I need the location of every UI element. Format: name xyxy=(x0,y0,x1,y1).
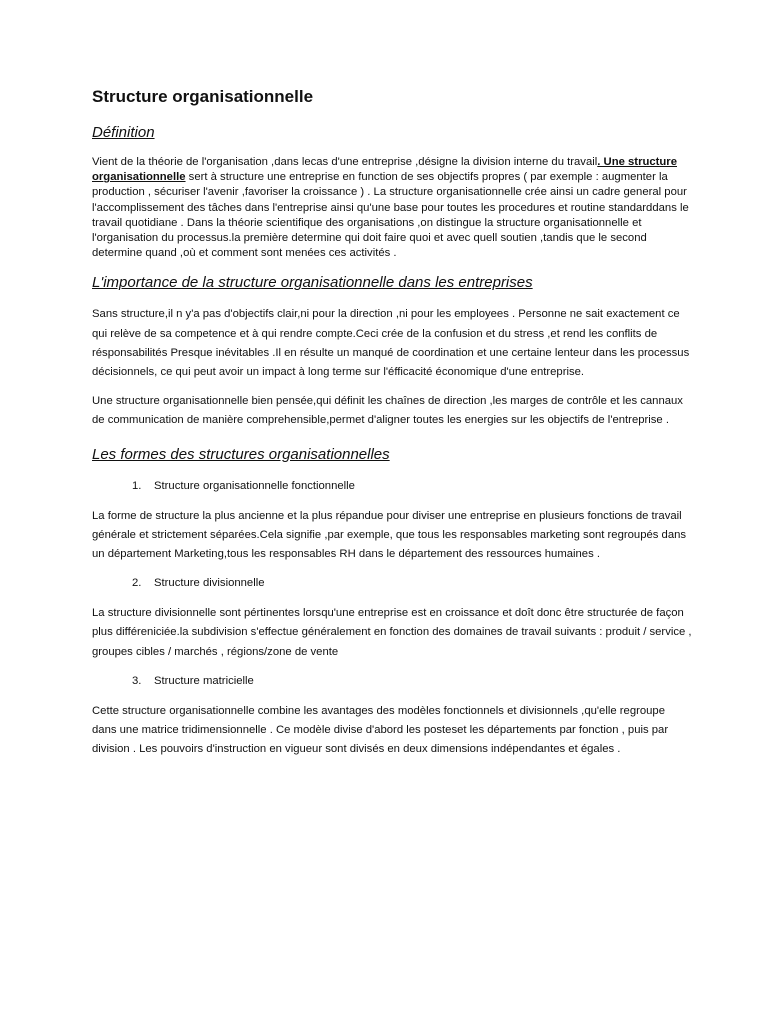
list-item-title: Structure divisionnelle xyxy=(154,577,265,590)
list-item-title: Structure organisationnelle fonctionnelle xyxy=(154,479,355,492)
document-page xyxy=(92,86,692,769)
definition-text-start: Vient de la théorie de l'organisation ,dans lecas d'une entreprise ,désigne la division interne du travail xyxy=(92,156,598,168)
list-item-fonctionnelle xyxy=(92,477,692,495)
paragraph-definition xyxy=(92,155,692,261)
document-title: Structure organisationnelle xyxy=(92,87,314,106)
list-item-divisionnelle xyxy=(92,574,692,592)
list-number: 1. xyxy=(132,479,142,492)
heading-importance: L'importance de la structure organisationnelle dans les entreprises xyxy=(92,274,533,292)
definition-underlined-term: . Une structure organisationnelle xyxy=(92,156,677,184)
paragraph-divisionnelle: La structure divisionnelle sont pértinentes lorsqu'une entreprise est en croissance et doît donc être structurée de façon plus différeniciée.la subdivision s'effectue généralement en fonction des domaines de travail suivants : produit / service , groupes cibles / marchés , régions/zone de vente xyxy=(92,607,692,658)
list-item-title: Structure matricielle xyxy=(154,674,254,687)
paragraph-importance-2: Une structure organisationnelle bien pensée,qui définit les chaînes de direction ,les marges de contrôle et les cannaux de communication de manière comprehensible,permet d'aligner toutes les energies sur les objectifs de l'entreprise . xyxy=(92,395,683,427)
list-number: 2. xyxy=(132,577,142,590)
heading-formes: Les formes des structures organisationnelles xyxy=(92,445,390,463)
heading-definition: Définition xyxy=(92,124,155,141)
definition-text-end: sert à structure une entreprise en function de ses objectifs propres ( par exemple : augmenter la production , sécuriser l'avenir ,favoriser la croissance ) . La structure organisationnelle crée ainsi un cadre general pour l'accomplissement des tâches dans l'entreprise ainsi qu'une base pour toutes les procedures et routine standarddans le travail quotidiane . Dans la théorie scientifique des organisations ,on distingue la structure organisationnelle et l'organisation du processus.la première determine qui doit faire quoi et avec quell soutien ,tandis que le second determine quand ,où et comment sont menées ces activités . xyxy=(92,171,689,260)
paragraph-fonctionnelle: La forme de structure la plus ancienne et la plus répandue pour diviser une entreprise en plusieurs fonctions de travail générale et strictement séparées.Cela signifie ,par exemple, que tous les responsables marketing sont regroupés dans un département Marketing,tous les responsables RH dans le département des ressources humaines . xyxy=(92,509,687,561)
paragraph-matricielle: Cette structure organisationnelle combine les avantages des modèles fonctionnels et divisionnels ,qu'elle regroupe dans une matrice tridimensionnelle . Ce modèle divise d'abord les posteset les départements par fonction , puis par division . Les pouvoirs d'instruction en vigueur sont divisés en deux dimensions indépendantes et égales . xyxy=(92,704,669,756)
list-number: 3. xyxy=(132,674,142,687)
list-item-matricielle xyxy=(92,672,692,690)
paragraph-importance-1: Sans structure,il n y'a pas d'objectifs clair,ni pour la direction ,ni pour les employees . Personne ne sait exactement ce qui relève de sa competence et à qui rendre compte.Ceci crée de la confusion et du stress ,et rend les conflits de résponsabilités Presque inévitables .Il en résulte un manqué de coordination et une certaine lenteur dans les processus décisionnels, ce qui peut avoir un impact à long terme sur l'éfficacité économique d'une entreprise. xyxy=(92,308,690,379)
